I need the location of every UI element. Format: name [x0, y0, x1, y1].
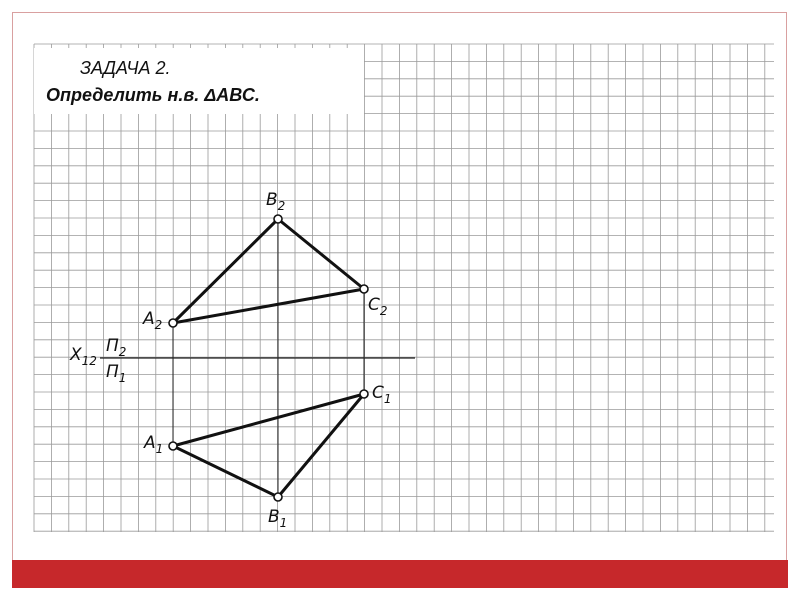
point-c2: [360, 285, 368, 293]
point-a1: [169, 442, 177, 450]
label-b1: $B_1$: [268, 507, 288, 530]
axis-label-x12: $X_{12}$: [70, 345, 97, 368]
point-a2: [169, 319, 177, 327]
footer-accent-bar: [12, 560, 788, 588]
point-c1: [360, 390, 368, 398]
point-b2: [274, 215, 282, 223]
label-b2: $B_2$: [266, 190, 286, 213]
label-a2: $A_2$: [143, 309, 163, 332]
grid-paper: [34, 44, 774, 532]
task-text: Определить н.в. ΔАВС.: [46, 85, 260, 105]
label-c2: $C_2$: [368, 295, 388, 318]
label-c1: $C_1$: [372, 383, 392, 406]
task-title: ЗАДАЧА 2.: [80, 58, 171, 78]
point-b1: [274, 493, 282, 501]
triangle-frontal-projection: [173, 219, 364, 323]
plane-label-p2: $П_2$: [106, 336, 127, 359]
label-a1: $A_1$: [144, 433, 164, 456]
plane-label-p1: $П_1$: [106, 362, 127, 385]
